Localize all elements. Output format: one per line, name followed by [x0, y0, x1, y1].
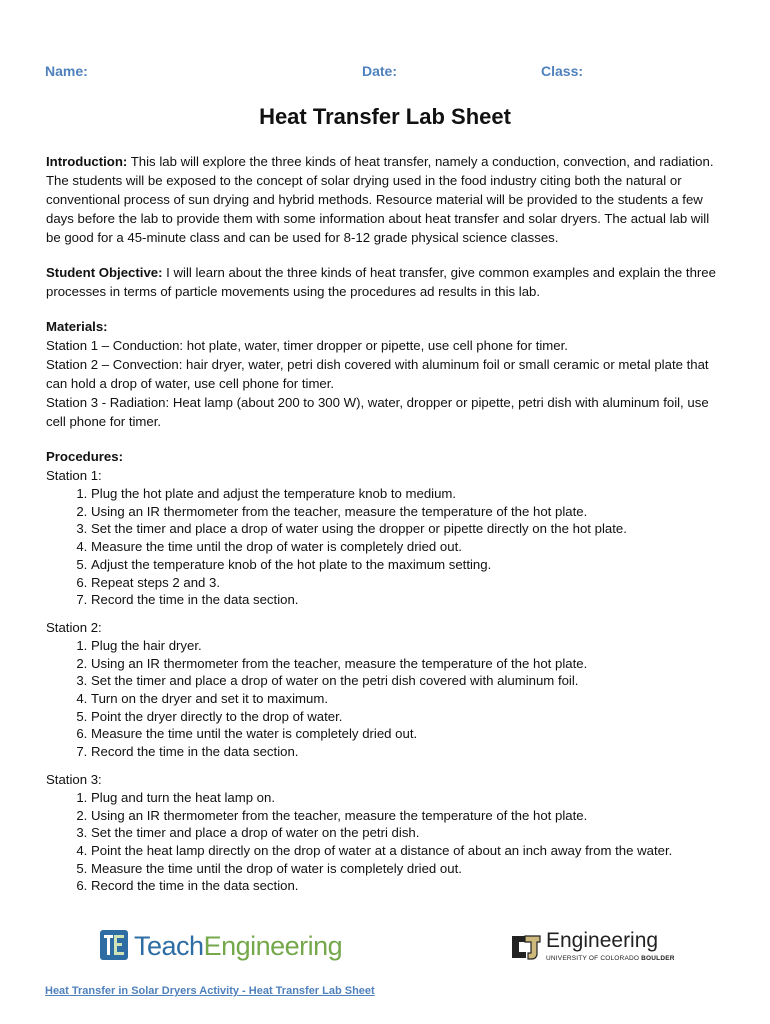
list-item: 5. Adjust the temperature knob of the hot plate to the maximum setting. — [91, 556, 726, 574]
list-item: 6. Repeat steps 2 and 3. — [91, 574, 726, 592]
station-label: Station 3: — [46, 771, 102, 787]
procedures-label: Procedures: — [46, 449, 123, 464]
logo-text-engineering: Engineering — [203, 931, 343, 961]
list-item: 1. Plug and turn the heat lamp on. — [91, 789, 726, 807]
list-item: 2. Using an IR thermometer from the teacher, measure the temperature of the hot plate. — [91, 807, 726, 825]
materials-label: Materials: — [46, 319, 108, 334]
logo-text-teach: Teach — [134, 931, 204, 961]
header-row — [0, 63, 770, 83]
list-item: 7. Record the time in the data section. — [91, 743, 726, 761]
materials-line: Station 1 – Conduction: hot plate, water, timer dropper or pipette, use cell phone for timer. — [46, 338, 568, 353]
procedures-section — [46, 447, 726, 895]
list-item: 5. Point the dryer directly to the drop of water. — [91, 708, 726, 726]
station-2-steps — [46, 637, 726, 761]
objective-paragraph — [46, 263, 726, 301]
list-item: 4. Point the heat lamp directly on the drop of water at a distance of about an inch away from the water. — [91, 842, 726, 860]
materials-line: Station 3 - Radiation: Heat lamp (about 200 to 300 W), water, dropper or pipette, petri dish with aluminum foil, use cell phone for timer. — [46, 395, 709, 429]
introduction-paragraph — [46, 152, 726, 247]
list-item: 6. Record the time in the data section. — [91, 877, 726, 895]
list-item: 3. Set the timer and place a drop of water using the dropper or pipette directly on the hot plate. — [91, 520, 726, 538]
date-label: Date: — [362, 63, 398, 79]
teachengineering-logo — [100, 926, 343, 966]
station-label: Station 2: — [46, 619, 102, 635]
list-item: 5. Measure the time until the drop of water is completely dried out. — [91, 860, 726, 878]
list-item: 2. Using an IR thermometer from the teacher, measure the temperature of the hot plate. — [91, 503, 726, 521]
materials-section — [46, 317, 726, 431]
station-2-block — [46, 618, 726, 761]
name-label: Name: — [45, 63, 88, 79]
station-3-block — [46, 770, 726, 895]
cu-engineering-wordmark: Engineering — [546, 929, 659, 952]
list-item: 3. Set the timer and place a drop of water on the petri dish covered with aluminum foil. — [91, 672, 726, 690]
list-item: 1. Plug the hair dryer. — [91, 637, 726, 655]
objective-label: Student Objective: — [46, 265, 163, 280]
cu-sub-text: UNIVERSITY OF COLORADO — [546, 955, 642, 962]
list-item: 4. Measure the time until the drop of water is completely dried out. — [91, 538, 726, 556]
list-item: 7. Record the time in the data section. — [91, 591, 726, 609]
list-item: 1. Plug the hot plate and adjust the temperature knob to medium. — [91, 485, 726, 503]
class-label: Class: — [541, 63, 584, 79]
list-item: 3. Set the timer and place a drop of water on the petri dish. — [91, 824, 726, 842]
page-title: Heat Transfer Lab Sheet — [259, 104, 511, 129]
materials-line: Station 2 – Convection: hair dryer, water, petri dish covered with aluminum foil or small ceramic or metal plate that can hold a drop of water, use cell phone for timer. — [46, 357, 709, 391]
cu-engineering-logo — [509, 928, 679, 968]
introduction-text: This lab will explore the three kinds of heat transfer, namely a conduction, convection, and radiation. The students will be exposed to the concept of solar drying used in the food industry citing both the natural or conventional process of sun drying and hybrid methods. Resource material will be provided to the students a few days before the lab to provide them with some information about heat transfer and solar dryers. The actual lab will be good for a 45-minute class and can be used for 8-12 grade physical science classes. — [46, 154, 714, 245]
station-1-steps — [46, 485, 726, 609]
cu-university-subtitle — [546, 955, 675, 962]
list-item: 4. Turn on the dryer and set it to maximum. — [91, 690, 726, 708]
cu-mark-icon — [509, 930, 543, 964]
teachengineering-wordmark — [134, 930, 342, 962]
footer-activity-link[interactable]: Heat Transfer in Solar Dryers Activity - Heat Transfer Lab Sheet — [45, 985, 375, 997]
document-body — [46, 152, 726, 904]
list-item: 6. Measure the time until the water is completely dried out. — [91, 725, 726, 743]
station-1-block — [46, 466, 726, 609]
station-label: Station 1: — [46, 468, 102, 483]
objective-text: I will learn about the three kinds of heat transfer, give common examples and explain the three processes in terms of particle movements using the procedures ad results in this lab. — [46, 265, 716, 299]
teachengineering-mark-icon — [100, 930, 128, 960]
station-3-steps — [46, 789, 726, 895]
introduction-label: Introduction: — [46, 154, 128, 169]
cu-sub-bold: BOULDER — [641, 955, 675, 962]
list-item: 2. Using an IR thermometer from the teacher, measure the temperature of the hot plate. — [91, 655, 726, 673]
